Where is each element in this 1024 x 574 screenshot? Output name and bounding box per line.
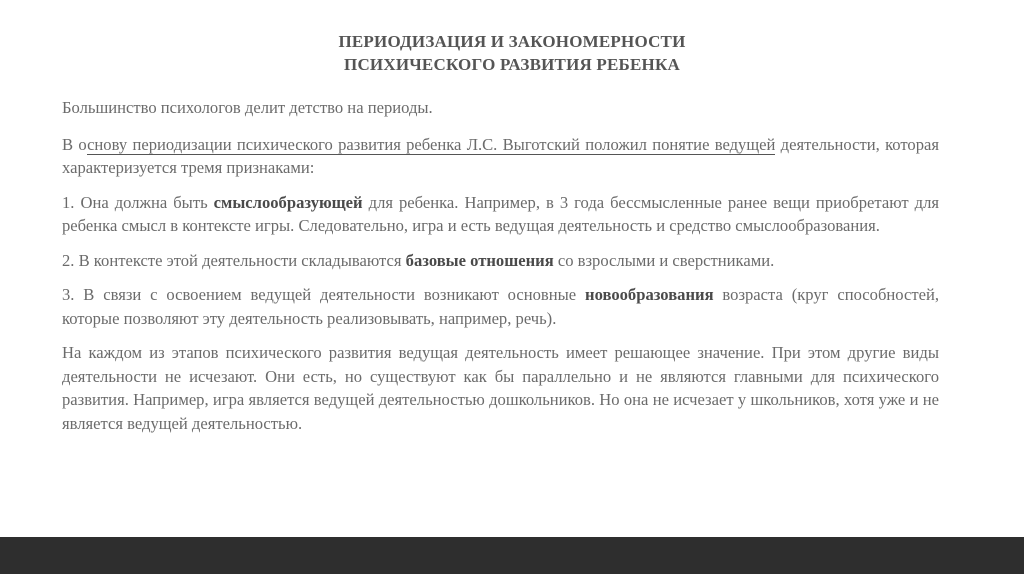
paragraph-basis-start: В о — [62, 134, 88, 154]
sign-3-start: 3. В связи с освоением ведущей деятельности возникают основные — [62, 285, 586, 304]
sign-1-start: 1. Она должна быть — [62, 192, 214, 212]
paragraph-basis — [62, 133, 939, 180]
paragraph-sign-2 — [62, 249, 939, 273]
paragraph-conclusion: На каждом из этапов психического развития ведущая деятельность имеет решающее значение. При этом другие виды деятельности не исчезают. Они есть, но существуют как бы параллельно и не являются главными для психического развития. Например, игра является ведущей деятельностью дошкольников. Но она не исчезает у школьников, хотя уже и не является ведущей деятельностью. — [62, 343, 939, 433]
paragraph-sign-1 — [62, 191, 939, 238]
footer-bar — [0, 537, 1024, 574]
sign-3-end: возраста (круг способностей, которые позволяют эту деятельность реализовывать, например, речь). — [62, 285, 939, 328]
slide-body — [62, 96, 939, 446]
paragraph-sign-3 — [62, 283, 939, 330]
title-line-2: ПСИХИЧЕСКОГО РАЗВИТИЯ РЕБЕНКА — [344, 55, 680, 74]
sign-1-end: для ребенка. Например, в 3 года бессмысленные ранее вещи приобретают для ребенка смысл в контексте игры. Следовательно, игра и есть ведущая деятельность и средство смыслообразования. — [62, 192, 939, 235]
sign-2-bold-term: базовые отношения — [405, 250, 554, 270]
sign-2-start: 2. В контексте этой деятельности складываются — [62, 250, 406, 270]
paragraph-intro: Большинство психологов делит детство на периоды. — [62, 98, 433, 117]
paragraph-basis-end: деятельности, которая характеризуется тремя признаками: — [62, 134, 939, 177]
paragraph-basis-underlined: снову периодизации психического развития ребенка Л.С. Выготский положил понятие ведущей — [87, 134, 776, 154]
sign-2-end: со взрослыми и сверстниками. — [553, 250, 775, 270]
sign-1-bold-term: смыслообразующей — [213, 192, 363, 212]
title-line-1: ПЕРИОДИЗАЦИЯ И ЗАКОНОМЕРНОСТИ — [338, 32, 686, 51]
sign-3-bold-term: новообразования — [585, 285, 714, 304]
slide-title — [0, 30, 1024, 76]
